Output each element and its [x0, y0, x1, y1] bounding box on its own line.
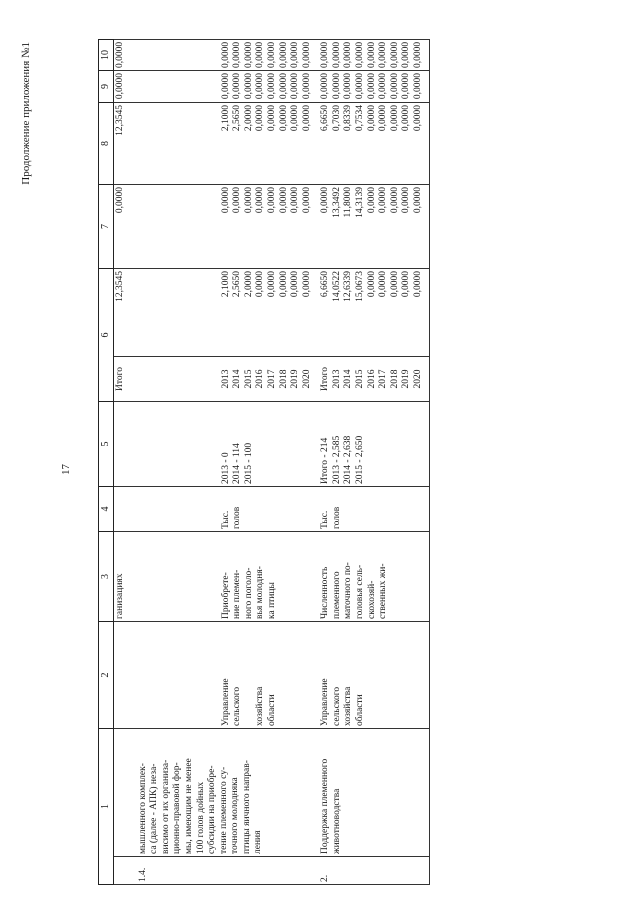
reg-col: [221, 105, 314, 182]
continuation-title: Продолжение приложения №1: [20, 42, 32, 185]
other-value: 0,0000: [243, 41, 254, 68]
fed-value: 0,0000: [320, 187, 331, 214]
fed-value: 11,8000: [343, 187, 354, 218]
total-value: 0,0000: [366, 271, 377, 298]
total-value: 0,0000: [301, 271, 312, 298]
loc-value: 0,0000: [301, 73, 312, 100]
loc-value: 0,0000: [355, 73, 366, 100]
fed-value: 0,0000: [401, 187, 412, 214]
executor-line: Управление: [220, 678, 231, 726]
years-value: 2015: [243, 369, 254, 389]
other-value: 0,0000: [255, 41, 266, 68]
executor-line: сельского: [232, 686, 243, 726]
title-line: Поддержка племенного: [320, 758, 331, 854]
loc-value: 0,0000: [320, 73, 331, 100]
reg-value: 2,1000: [220, 105, 231, 132]
fed-value: 14,3139: [355, 187, 366, 218]
plan-line: 2013 - 2,585: [331, 435, 342, 484]
reg-value: 0,0000: [267, 105, 277, 132]
other-value: 0,0000: [343, 41, 354, 68]
years-value: 2016: [366, 369, 377, 389]
other-value: 0,0000: [401, 41, 412, 68]
reg-value: 0,8339: [343, 105, 354, 132]
prev-line: ционно-правовой фор-: [172, 762, 183, 854]
plan-line: 2015 - 100: [243, 442, 254, 484]
prev-line: са (далее - АПК) неза-: [149, 763, 160, 854]
loc-value: 0,0000: [389, 73, 400, 100]
fed-value: 0,0000: [412, 187, 423, 214]
other-value: 0,0000: [267, 41, 277, 68]
executor-line: области: [267, 694, 277, 726]
fed-cell: 0,0000: [114, 185, 137, 269]
total-value: 15,0673: [355, 271, 366, 302]
executor-line: сельского: [331, 686, 342, 726]
header-cell: 9: [99, 71, 114, 103]
header-row: [99, 40, 114, 885]
other-value: 0,0000: [412, 41, 423, 68]
loc-value: 0,0000: [343, 73, 354, 100]
other-value: 0,0000: [232, 41, 243, 68]
loc-value: 0,0000: [378, 73, 389, 100]
fed-value: 0,0000: [301, 187, 312, 214]
prev-line: мышленного комплек-: [137, 763, 148, 854]
indicator-line: ного поголо-: [243, 567, 254, 619]
plan-line: 2014 - 2,638: [343, 435, 354, 484]
total-value: 0,0000: [401, 271, 412, 298]
years-value: 2013: [220, 369, 231, 389]
executor-line: Управление: [320, 678, 331, 726]
other-cell: 0,0000: [114, 40, 137, 71]
indicator-line: ственных жи-: [378, 563, 389, 619]
header-cell: 10: [99, 40, 114, 71]
title-line: животноводства: [331, 788, 342, 854]
title-line: тение племенного су-: [218, 766, 229, 854]
other-value: 0,0000: [389, 41, 400, 68]
title-lines: [320, 731, 343, 854]
title-lines: [138, 731, 265, 854]
plan-lines: [221, 404, 256, 484]
header-cell: 6: [99, 269, 114, 402]
fed-value: 0,0000: [255, 187, 266, 214]
reg-value: 0,0000: [301, 105, 312, 132]
loc-value: 0,0000: [255, 73, 266, 100]
indicator-line: головья сель-: [355, 564, 366, 619]
header-cell: 3: [99, 532, 114, 622]
unit-line: голов: [232, 506, 243, 529]
page-number: 17: [60, 464, 72, 475]
indicator-line: Приобрете-: [220, 572, 231, 619]
unit-line: Тыс.: [320, 510, 331, 529]
years-value: 2019: [401, 369, 412, 389]
indicator-lines: [221, 534, 279, 619]
reg-value: 0,7030: [331, 105, 342, 132]
header-cell: 4: [99, 487, 114, 532]
program-table: [98, 39, 430, 885]
total-value: 0,0000: [278, 271, 289, 298]
other-value: 0,0000: [278, 41, 289, 68]
reg-value: 0,7534: [355, 105, 366, 132]
other-value: 0,0000: [355, 41, 366, 68]
total-value: 0,0000: [267, 271, 277, 298]
reg-value: 0,0000: [366, 105, 377, 132]
fed-value: 0,0000: [220, 187, 231, 214]
reg-value: 0,0000: [401, 105, 412, 132]
indicator-line: скохозяй-: [366, 580, 377, 619]
years-value: 2019: [290, 369, 301, 389]
total-value: 0,0000: [255, 271, 266, 298]
plan-line: 2015 - 2,650: [355, 435, 366, 484]
header-cell: 1: [99, 729, 114, 885]
table-row: [114, 40, 137, 885]
other-value: 0,0000: [220, 41, 231, 68]
other-value: 0,0000: [320, 41, 331, 68]
fed-col: [320, 187, 424, 266]
title-line: точного молодняка: [230, 777, 241, 854]
years-value: 2014: [343, 369, 354, 389]
unit-line: голов: [331, 506, 342, 529]
years-value: 2014: [232, 369, 243, 389]
unit-line: Тыс.: [220, 510, 231, 529]
indicator-line: маточного по-: [343, 562, 354, 619]
indicator-line: племенного: [331, 571, 342, 619]
reg-value: 2,5650: [232, 105, 243, 132]
years-value: 2020: [412, 369, 423, 389]
years-col: [221, 359, 314, 399]
loc-value: 0,0000: [401, 73, 412, 100]
prev-line: мы, имеющим не менее: [184, 758, 194, 854]
plan-line: Итого - 214: [320, 437, 331, 484]
other-value: 0,0000: [331, 41, 342, 68]
years-col: [320, 359, 424, 399]
row-number: 2.: [314, 857, 429, 885]
year-cell: Итого: [114, 357, 137, 402]
title-line: субсидии на приобре-: [207, 765, 218, 854]
total-cell: 12,3545: [114, 269, 137, 357]
plan-line: 2013 - 0: [220, 452, 231, 484]
loc-value: 0,0000: [290, 73, 301, 100]
plan-line: 2014 - 114: [232, 443, 243, 484]
title-line: птицы яичного направ-: [241, 760, 252, 854]
years-value: 2016: [255, 369, 266, 389]
other-value: 0,0000: [301, 41, 312, 68]
executor-line: хозяйства: [255, 686, 266, 726]
reg-value: 0,0000: [412, 105, 423, 132]
loc-value: 0,0000: [267, 73, 277, 100]
years-value: 2013: [331, 369, 342, 389]
executor-line: области: [355, 694, 366, 726]
loc-col: [320, 73, 424, 100]
years-value: 2020: [301, 369, 312, 389]
other-value: 0,0000: [378, 41, 389, 68]
title-line: 100 голов дойных: [195, 781, 206, 854]
loc-cell: 0,0000: [114, 71, 137, 103]
executor-line: [244, 624, 256, 726]
total-value: 0,0000: [290, 271, 301, 298]
total-value: 0,0000: [412, 271, 423, 298]
reg-value: 0,0000: [389, 105, 400, 132]
table-row: [137, 40, 315, 885]
years-value: 2018: [389, 369, 400, 389]
indicator-lines: [320, 534, 389, 619]
total-value: 2,0000: [243, 271, 254, 298]
total-value: 12,6339: [343, 271, 354, 302]
indicator-line: вья молодня-: [255, 566, 266, 619]
indicator-cell: ганизациях: [114, 532, 137, 622]
loc-value: 0,0000: [366, 73, 377, 100]
years-value: 2017: [267, 369, 277, 389]
header-cell: 2: [99, 622, 114, 729]
fed-value: 0,0000: [267, 187, 277, 214]
reg-value: 0,0000: [255, 105, 266, 132]
other-value: 0,0000: [290, 41, 301, 68]
fed-value: 0,0000: [378, 187, 389, 214]
header-cell: 5: [99, 402, 114, 487]
other-value: 0,0000: [366, 41, 377, 68]
indicator-line: ка птицы: [267, 582, 277, 619]
rotated-sheet: [20, 40, 620, 885]
fed-value: 0,0000: [278, 187, 289, 214]
prev-line: висимо от их организа-: [160, 759, 171, 854]
total-value: 0,0000: [378, 271, 389, 298]
fed-value: 0,0000: [389, 187, 400, 214]
fed-value: 0,0000: [366, 187, 377, 214]
loc-value: 0,0000: [220, 73, 231, 100]
total-value: 0,0000: [389, 271, 400, 298]
reg-cell: 12,3545: [114, 103, 137, 185]
total-col: [221, 271, 314, 354]
loc-value: 0,0000: [232, 73, 243, 100]
fed-value: 0,0000: [232, 187, 243, 214]
unit-lines: [320, 489, 343, 529]
total-value: 6,6650: [320, 271, 331, 298]
years-value: 2018: [278, 369, 289, 389]
loc-value: 0,0000: [278, 73, 289, 100]
reg-value: 0,0000: [378, 105, 389, 132]
total-col: [320, 271, 424, 354]
unit-lines: [221, 489, 244, 529]
loc-value: 0,0000: [243, 73, 254, 100]
executor-lines: [320, 624, 366, 726]
other-col: [221, 42, 314, 68]
fed-col: [221, 187, 314, 266]
fed-value: 0,0000: [243, 187, 254, 214]
years-value: Итого: [320, 366, 331, 392]
total-value: 2,1000: [220, 271, 231, 298]
indicator-line: ние племен-: [232, 569, 243, 619]
row-number: 1.4.: [137, 857, 315, 885]
reg-value: 0,0000: [278, 105, 289, 132]
other-col: [320, 42, 424, 68]
loc-value: 0,0000: [331, 73, 342, 100]
total-value: 2,5650: [232, 271, 243, 298]
total-value: 14,0522: [331, 271, 342, 302]
indicator-line: Численность: [320, 566, 331, 619]
fed-value: 13,3492: [331, 187, 342, 218]
executor-lines: [221, 624, 279, 726]
loc-value: 0,0000: [412, 73, 423, 100]
years-value: 2017: [378, 369, 389, 389]
reg-value: 6,6650: [320, 105, 331, 132]
table-row: [314, 40, 429, 885]
years-value: 2015: [355, 369, 366, 389]
executor-line: хозяйства: [343, 686, 354, 726]
title-line: ления: [253, 830, 264, 854]
header-cell: 8: [99, 103, 114, 185]
reg-value: 0,0000: [290, 105, 301, 132]
reg-value: 2,0000: [243, 105, 254, 132]
reg-col: [320, 105, 424, 182]
header-cell: 7: [99, 185, 114, 269]
plan-lines: [320, 404, 366, 484]
loc-col: [221, 73, 314, 100]
fed-value: 0,0000: [290, 187, 301, 214]
